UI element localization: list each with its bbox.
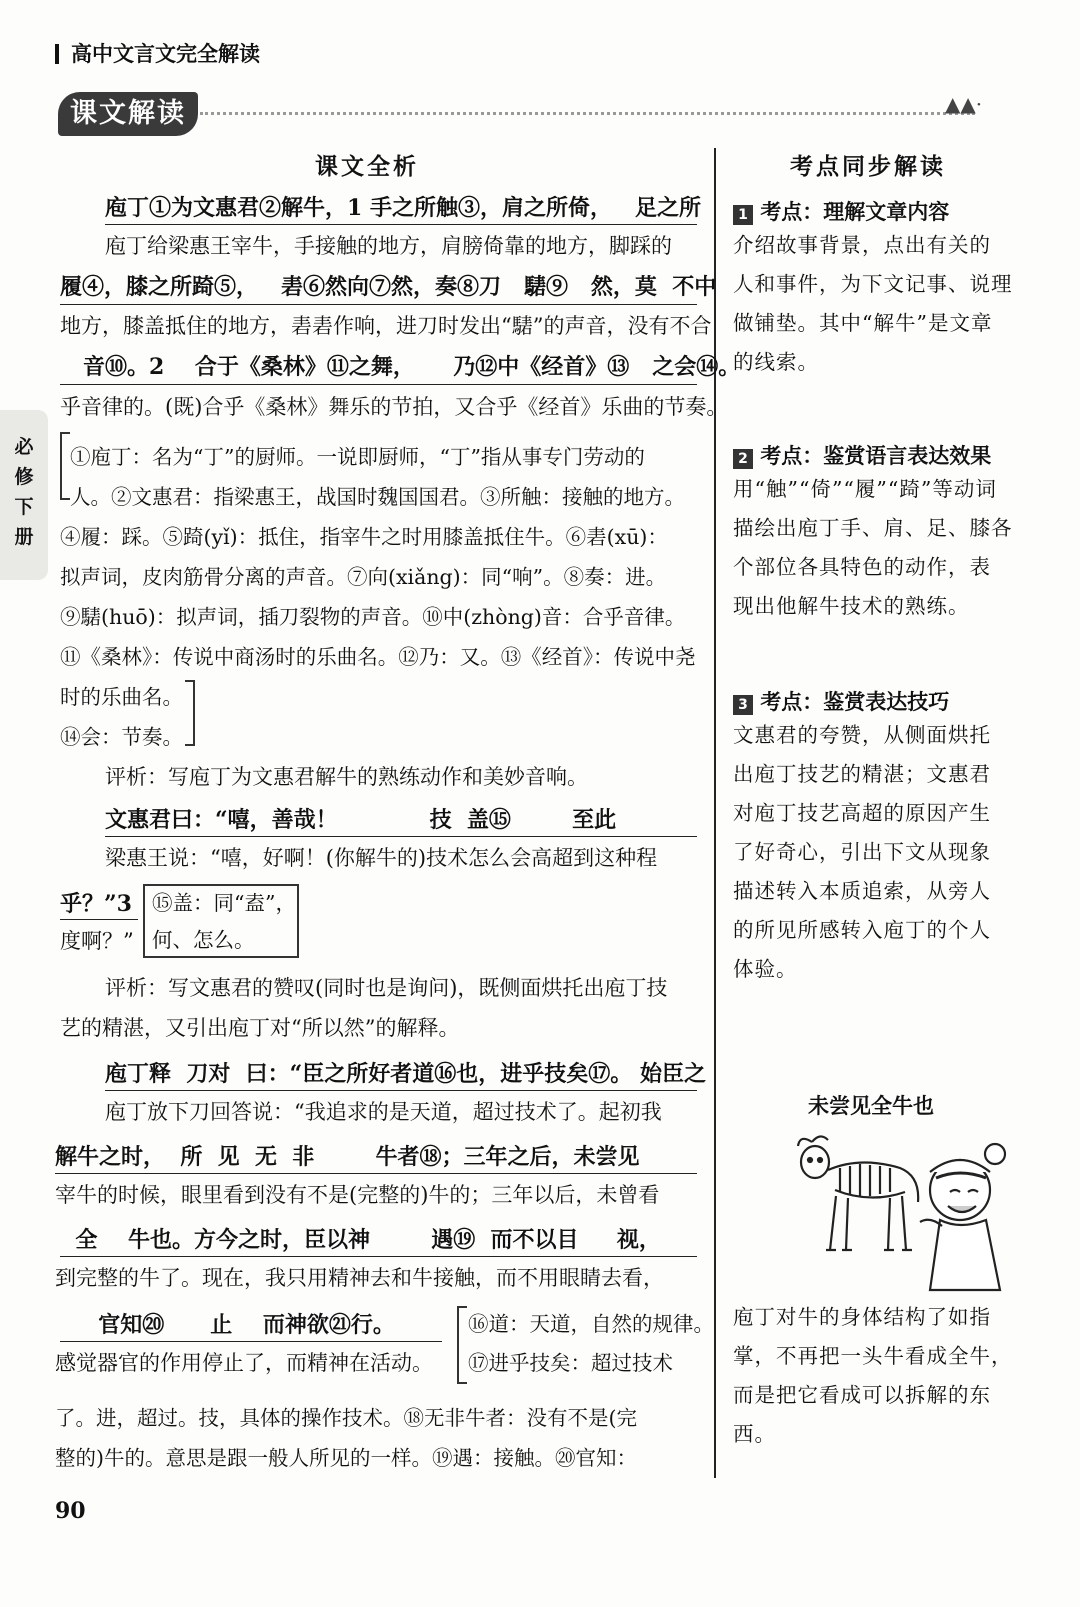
translation-line: 乎音律的。(既)合乎《桑林》舞乐的节拍，又合乎《经首》乐曲的节奏。 [60, 395, 728, 419]
banner-dotted-line [200, 112, 975, 115]
key-point-text: 介绍故事背景，点出有关的 人和事件，为下文记事、说理 做铺垫。其中“解牛”是文章 的线索。 [733, 233, 1013, 374]
underline [105, 836, 697, 837]
original-line: 庖丁释 刀对 曰：“臣之所好者道⑯也，进乎技矣⑰。 始臣之 [105, 1061, 706, 1087]
underline [60, 1341, 442, 1342]
translation-line: 庖丁给梁惠王宰牛，手接触的地方，肩膀倚靠的地方，脚踩的 [105, 234, 672, 258]
side-tab-char: 修 [14, 466, 34, 488]
note-line: ⑮盖：同“盍”， [152, 891, 296, 915]
original-line: 音⑩。2 合于《桑林》⑪之舞， 乃⑫中《经首》⑬ 之会⑭。 [60, 354, 741, 380]
translation-line: 到完整的牛了。现在，我只用精神去和牛接触，而不用眼睛去看， [55, 1266, 664, 1290]
note-line: 人。②文惠君：指梁惠王，战国时魏国国君。③所触：接触的地方。 [70, 485, 685, 509]
note-line: 拟声词，皮肉筋骨分离的声音。⑦向(xiǎng)：同“响”。⑧奏：进。 [60, 565, 667, 589]
note-line: ⑨騞(huō)：拟声词，插刀裂物的声音。⑩中(zhòng)音：合乎音律。 [60, 605, 686, 629]
underline [105, 1090, 697, 1091]
key-point-number-icon: 3 [733, 695, 753, 715]
key-point-number-icon: 2 [733, 449, 753, 469]
underline [60, 919, 138, 920]
running-header [55, 38, 260, 68]
original-line: 全 牛也。方今之时，臣以神 遇⑲ 而不以目 视， [60, 1227, 661, 1253]
underline [60, 304, 697, 305]
header-bar [55, 44, 59, 64]
illustration-caption: 庖丁对牛的身体结构了如指 掌，不再把一头牛看成全牛， 而是把它看成可以拆解的东 西。 [733, 1305, 1013, 1446]
key-point-text: 用“触”“倚”“履”“踦”等动词 描绘出庖丁手、肩、足、膝各 个部位各具特色的动作，表 现出他解牛技术的熟练。 [733, 477, 1013, 618]
original-line: 文惠君曰：“嘻，善哉！ 技 盖⑮ 至此 [105, 807, 617, 833]
book-title: 高中文言文完全解读 [71, 42, 260, 66]
illustration-title: 未尝见全牛也 [808, 1094, 934, 1118]
note-line: 时的乐曲名。 [60, 685, 183, 709]
left-section-title: 课文全析 [315, 154, 419, 180]
notes-block [70, 437, 700, 517]
key-point-number-icon: 1 [733, 205, 753, 225]
note-line: 了。进，超过。技，具体的操作技术。⑱无非牛者：没有不是(完 [55, 1406, 637, 1430]
section-banner: 课文解读 [58, 92, 198, 136]
key-point-text: 文惠君的夸赞，从侧面烘托 出庖丁技艺的精湛；文惠君 对庖丁技艺高超的原因产生 了好奇心，引出下文从现象 描述转入本质追索，从旁人 的所见所感转入庖丁的个人 体验。 [733, 723, 991, 981]
original-line: 履④，膝之所踦⑤， 砉⑥然向⑦然，奏⑧刀 騞⑨ 然，莫 不中 [60, 274, 717, 300]
translation-line: 宰牛的时候，眼里看到没有不是(完整的)牛的；三年以后，未曾看 [55, 1183, 660, 1207]
key-point-title: 2 考点：鉴赏语言表达效果 [733, 440, 991, 470]
note-line: 何、怎么。 [152, 928, 255, 952]
comment-line: 评析：写庖丁为文惠君解牛的熟练动作和美妙音响。 [105, 765, 588, 789]
side-tab-char: 必 [14, 436, 34, 458]
note-line: ⑯道：天道，自然的规律。 [468, 1312, 714, 1336]
banner-decoration-icon: ▲▲· [945, 92, 983, 116]
translation-line: 庖丁放下刀回答说：“我追求的是天道，超过技术了。起初我 [105, 1100, 662, 1124]
underline [55, 1173, 697, 1174]
notes-bracket-left [457, 1306, 467, 1384]
note-line: 整的)牛的。意思是跟一般人所见的一样。⑲遇：接触。⑳官知： [55, 1446, 637, 1470]
notes-bracket-right [185, 680, 195, 746]
translation-line: 地方，膝盖抵住的地方，砉砉作响，进刀时发出“騞”的声音，没有不合 [60, 314, 712, 338]
side-tab-char: 下 [14, 496, 34, 518]
notes-block [55, 1398, 700, 1478]
original-line: 解牛之时， 所 见 无 非 牛者⑱；三年之后，未尝见 [55, 1144, 640, 1170]
note-line: ⑭会：节奏。 [60, 725, 183, 749]
key-point-title: 1 考点：理解文章内容 [733, 196, 949, 226]
note-line: ①庖丁：名为“丁”的厨师。一说即厨师，“丁”指从事专门劳动的 [70, 445, 645, 469]
original-line: 官知⑳ 止 而神欲㉑行。 [60, 1312, 395, 1338]
comment-line: 艺的精湛，又引出庖丁对“所以然”的解释。 [60, 1016, 460, 1040]
underline [105, 224, 697, 225]
cook-ox-skeleton-illustration [790, 1130, 1020, 1295]
key-point-title: 3 考点：鉴赏表达技巧 [733, 686, 949, 716]
translation-line: 梁惠王说：“嘻，好啊！(你解牛的)技术怎么会高超到这种程 [105, 846, 658, 870]
right-section-title: 考点同步解读 [790, 154, 946, 180]
note-line: ④履：踩。⑤踦(yǐ)：抵住，指宰牛之时用膝盖抵住牛。⑥砉(xū)： [60, 525, 668, 549]
page-number: 90 [55, 1498, 86, 1524]
notes-block [60, 517, 700, 757]
original-line: 庖丁①为文惠君②解牛，1 手之所触③，肩之所倚， 足之所 [105, 195, 701, 221]
comment-line: 评析：写文惠君的赞叹(同时也是询问)，既侧面烘托出庖丁技 [105, 976, 668, 1000]
notes-bracket-left [60, 432, 70, 500]
original-line: 乎？”3 [60, 891, 132, 917]
column-divider [714, 148, 716, 1478]
note-line: ⑰进乎技矣：超过技术 [468, 1351, 673, 1375]
note-line: ⑪《桑林》：传说中商汤时的乐曲名。⑫乃：又。⑬《经首》：传说中尧 [60, 645, 696, 669]
underline [60, 384, 697, 385]
volume-side-tab [0, 410, 48, 580]
side-tab-char: 册 [14, 526, 34, 548]
underline [60, 1256, 697, 1257]
translation-line: 度啊？” [60, 929, 134, 953]
translation-line: 感觉器官的作用停止了，而精神在活动。 [55, 1351, 433, 1375]
